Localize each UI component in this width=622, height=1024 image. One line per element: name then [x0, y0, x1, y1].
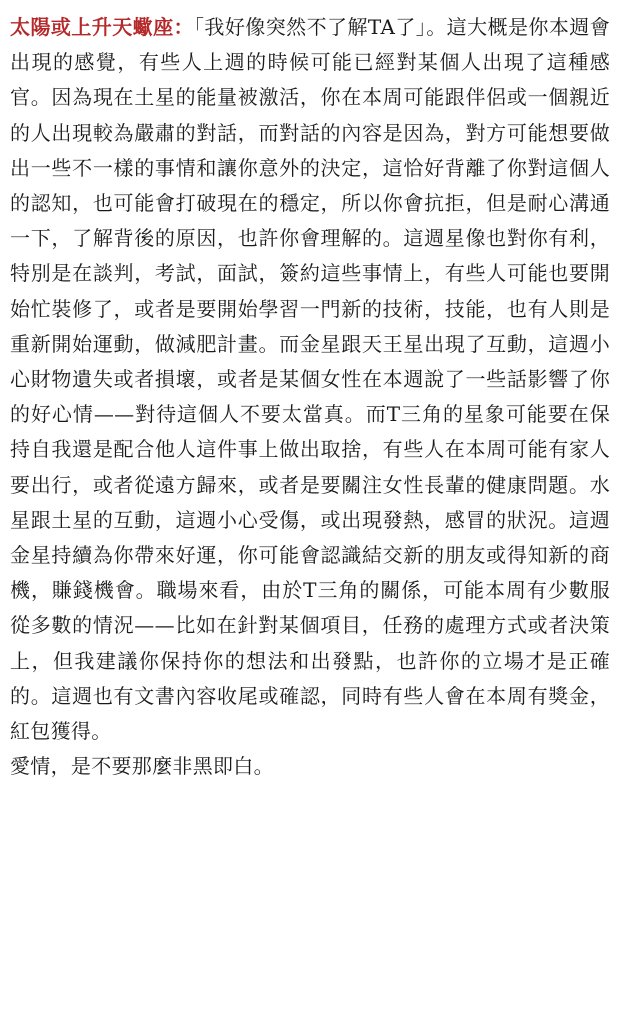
love-paragraph: 愛情，是不要那麼非黑即白。: [10, 754, 274, 779]
horoscope-article: [10, 10, 610, 784]
sign-heading: 太陽或上升天蠍座：: [10, 15, 194, 39]
body-text: 「我好像突然不了解TA了」。這大概是你本週會出現的感覺，有些人上週的時候可能已經對某個人出現了這種感官。因為現在土星的能量被激活，你在本周可能跟伴侶或一個親近的人出現較為嚴肅的對話，而對話的內容是因為，對方可能想要做出一些不一樣的事情和讓你意外的決定，這恰好背離了你對這個人的認知，也可能會打破現在的穩定，所以你會抗拒，但是耐心溝通一下，了解背後的原因，也許你會理解的。這週星像也對你有利，特別是在談判，考試，面試，簽約這些事情上，有些人可能也要開始忙裝修了，或者是要開始學習一門新的技術，技能，也有人則是重新開始運動，做減肥計畫。而金星跟天王星出現了互動，這週小心財物遺失或者損壞，或者是某個女性在本週說了一些話影響了你的好心情——對待這個人不要太當真。而T三角的星象可能要在保持自我還是配合他人這件事上做出取捨，有些人在本周可能有家人要出行，或者從遠方歸來，或者是要關注女性長輩的健康問題。水星跟土星的互動，這週小心受傷，或出現發熱，感冒的狀況。這週金星持續為你帶來好運，你可能會認識結交新的朋友或得知新的商機，賺錢機會。職場來看，由於T三角的關係，可能本周有少數服從多數的情況——比如在針對某個項目，任務的處理方式或者決策上，但我建議你保持你的想法和出發點，也許你的立場才是正確的。這週也有文書內容收尾或確認，同時有些人會在本周有獎金，紅包獲得。: [10, 15, 611, 744]
main-paragraph: [10, 10, 610, 749]
